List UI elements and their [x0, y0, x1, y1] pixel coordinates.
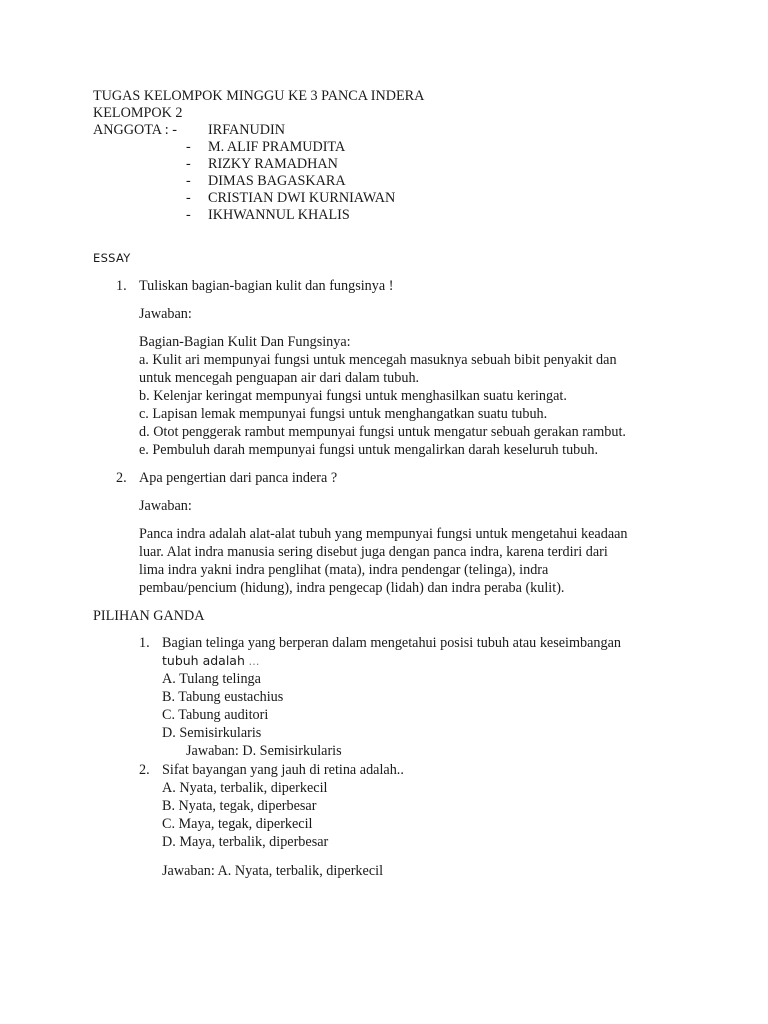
mc-q1-number: 1. — [139, 635, 150, 651]
essay-q2-answer-line: Panca indra adalah alat-alat tubuh yang mempunyai fungsi untuk mengetahui keadaan — [139, 526, 628, 542]
essay-q1-number: 1. — [116, 278, 127, 294]
member-bullet: - — [186, 207, 191, 223]
member-name: RIZKY RAMADHAN — [208, 156, 338, 172]
document-title: TUGAS KELOMPOK MINGGU KE 3 PANCA INDERA — [93, 88, 425, 104]
mc-q2-option: D. Maya, terbalik, diperbesar — [162, 834, 329, 850]
essay-q1-answer-line: b. Kelenjar keringat mempunyai fungsi untuk menghasilkan suatu keringat. — [139, 388, 567, 404]
essay-q1-answer-label: Jawaban: — [139, 306, 192, 322]
essay-q2-answer-line: pembau/pencium (hidung), indra pengecap (lidah) dan indra peraba (kulit). — [139, 580, 565, 596]
member-name: DIMAS BAGASKARA — [208, 173, 346, 189]
mc-q1-option: B. Tabung eustachius — [162, 689, 284, 705]
essay-q1-answer-title: Bagian-Bagian Kulit Dan Fungsinya: — [139, 334, 351, 350]
essay-q1-answer-line: a. Kulit ari mempunyai fungsi untuk mencegah masuknya sebuah bibit penyakit dan — [139, 352, 617, 368]
essay-q1-question: Tuliskan bagian-bagian kulit dan fungsinya ! — [139, 278, 394, 294]
mc-q2-option: A. Nyata, terbalik, diperkecil — [162, 780, 328, 796]
mc-q1-answer: Jawaban: D. Semisirkularis — [186, 743, 342, 759]
mc-q2-answer: Jawaban: A. Nyata, terbalik, diperkecil — [162, 863, 384, 879]
mc-q1-question-cont-text: tubuh adalah — [162, 653, 245, 668]
essay-q2-answer-label: Jawaban: — [139, 498, 192, 514]
mc-q1-question-cont — [162, 652, 259, 671]
essay-q2-number: 2. — [116, 470, 127, 486]
mc-q2-number: 2. — [139, 762, 150, 778]
member-bullet: - — [186, 173, 191, 189]
essay-q1-answer-line: untuk mencegah penguapan air dari dalam tubuh. — [139, 370, 420, 386]
member-name: M. ALIF PRAMUDITA — [208, 139, 346, 155]
member-bullet: - — [186, 156, 191, 172]
essay-q1-answer-line: d. Otot penggerak rambut mempunyai fungsi untuk mengatur sebuah gerakan rambut. — [139, 424, 626, 440]
member-bullet: - — [186, 190, 191, 206]
member-bullet: - — [186, 139, 191, 155]
members-label: ANGGOTA : - — [93, 122, 177, 138]
essay-q2-answer-line: luar. Alat indra manusia sering disebut juga dengan panca indra, karena terdiri dari — [139, 544, 608, 560]
mc-heading: PILIHAN GANDA — [93, 608, 205, 624]
mc-q2-option: B. Nyata, tegak, diperbesar — [162, 798, 317, 814]
member-name: IRFANUDIN — [208, 122, 285, 138]
mc-q1-option: A. Tulang telinga — [162, 671, 261, 687]
essay-heading: ESSAY — [93, 251, 131, 265]
essay-q2-question: Apa pengertian dari panca indera ? — [139, 470, 338, 486]
mc-q2-question: Sifat bayangan yang jauh di retina adalah.. — [162, 762, 404, 778]
mc-q1-option: C. Tabung auditori — [162, 707, 269, 723]
essay-q2-answer-line: lima indra yakni indra penglihat (mata), indra pendengar (telinga), indra — [139, 562, 549, 578]
mc-q1-option: D. Semisirkularis — [162, 725, 262, 741]
group-label: KELOMPOK 2 — [93, 105, 183, 121]
mc-q2-option: C. Maya, tegak, diperkecil — [162, 816, 313, 832]
essay-q1-answer-line: c. Lapisan lemak mempunyai fungsi untuk menghangatkan suatu tubuh. — [139, 406, 548, 422]
mc-q1-question: Bagian telinga yang berperan dalam mengetahui posisi tubuh atau keseimbangan — [162, 635, 621, 651]
member-name: CRISTIAN DWI KURNIAWAN — [208, 190, 396, 206]
mc-q1-ellipsis: … — [248, 655, 260, 668]
member-name: IKHWANNUL KHALIS — [208, 207, 350, 223]
essay-q1-answer-line: e. Pembuluh darah mempunyai fungsi untuk mengalirkan darah keseluruh tubuh. — [139, 442, 599, 458]
